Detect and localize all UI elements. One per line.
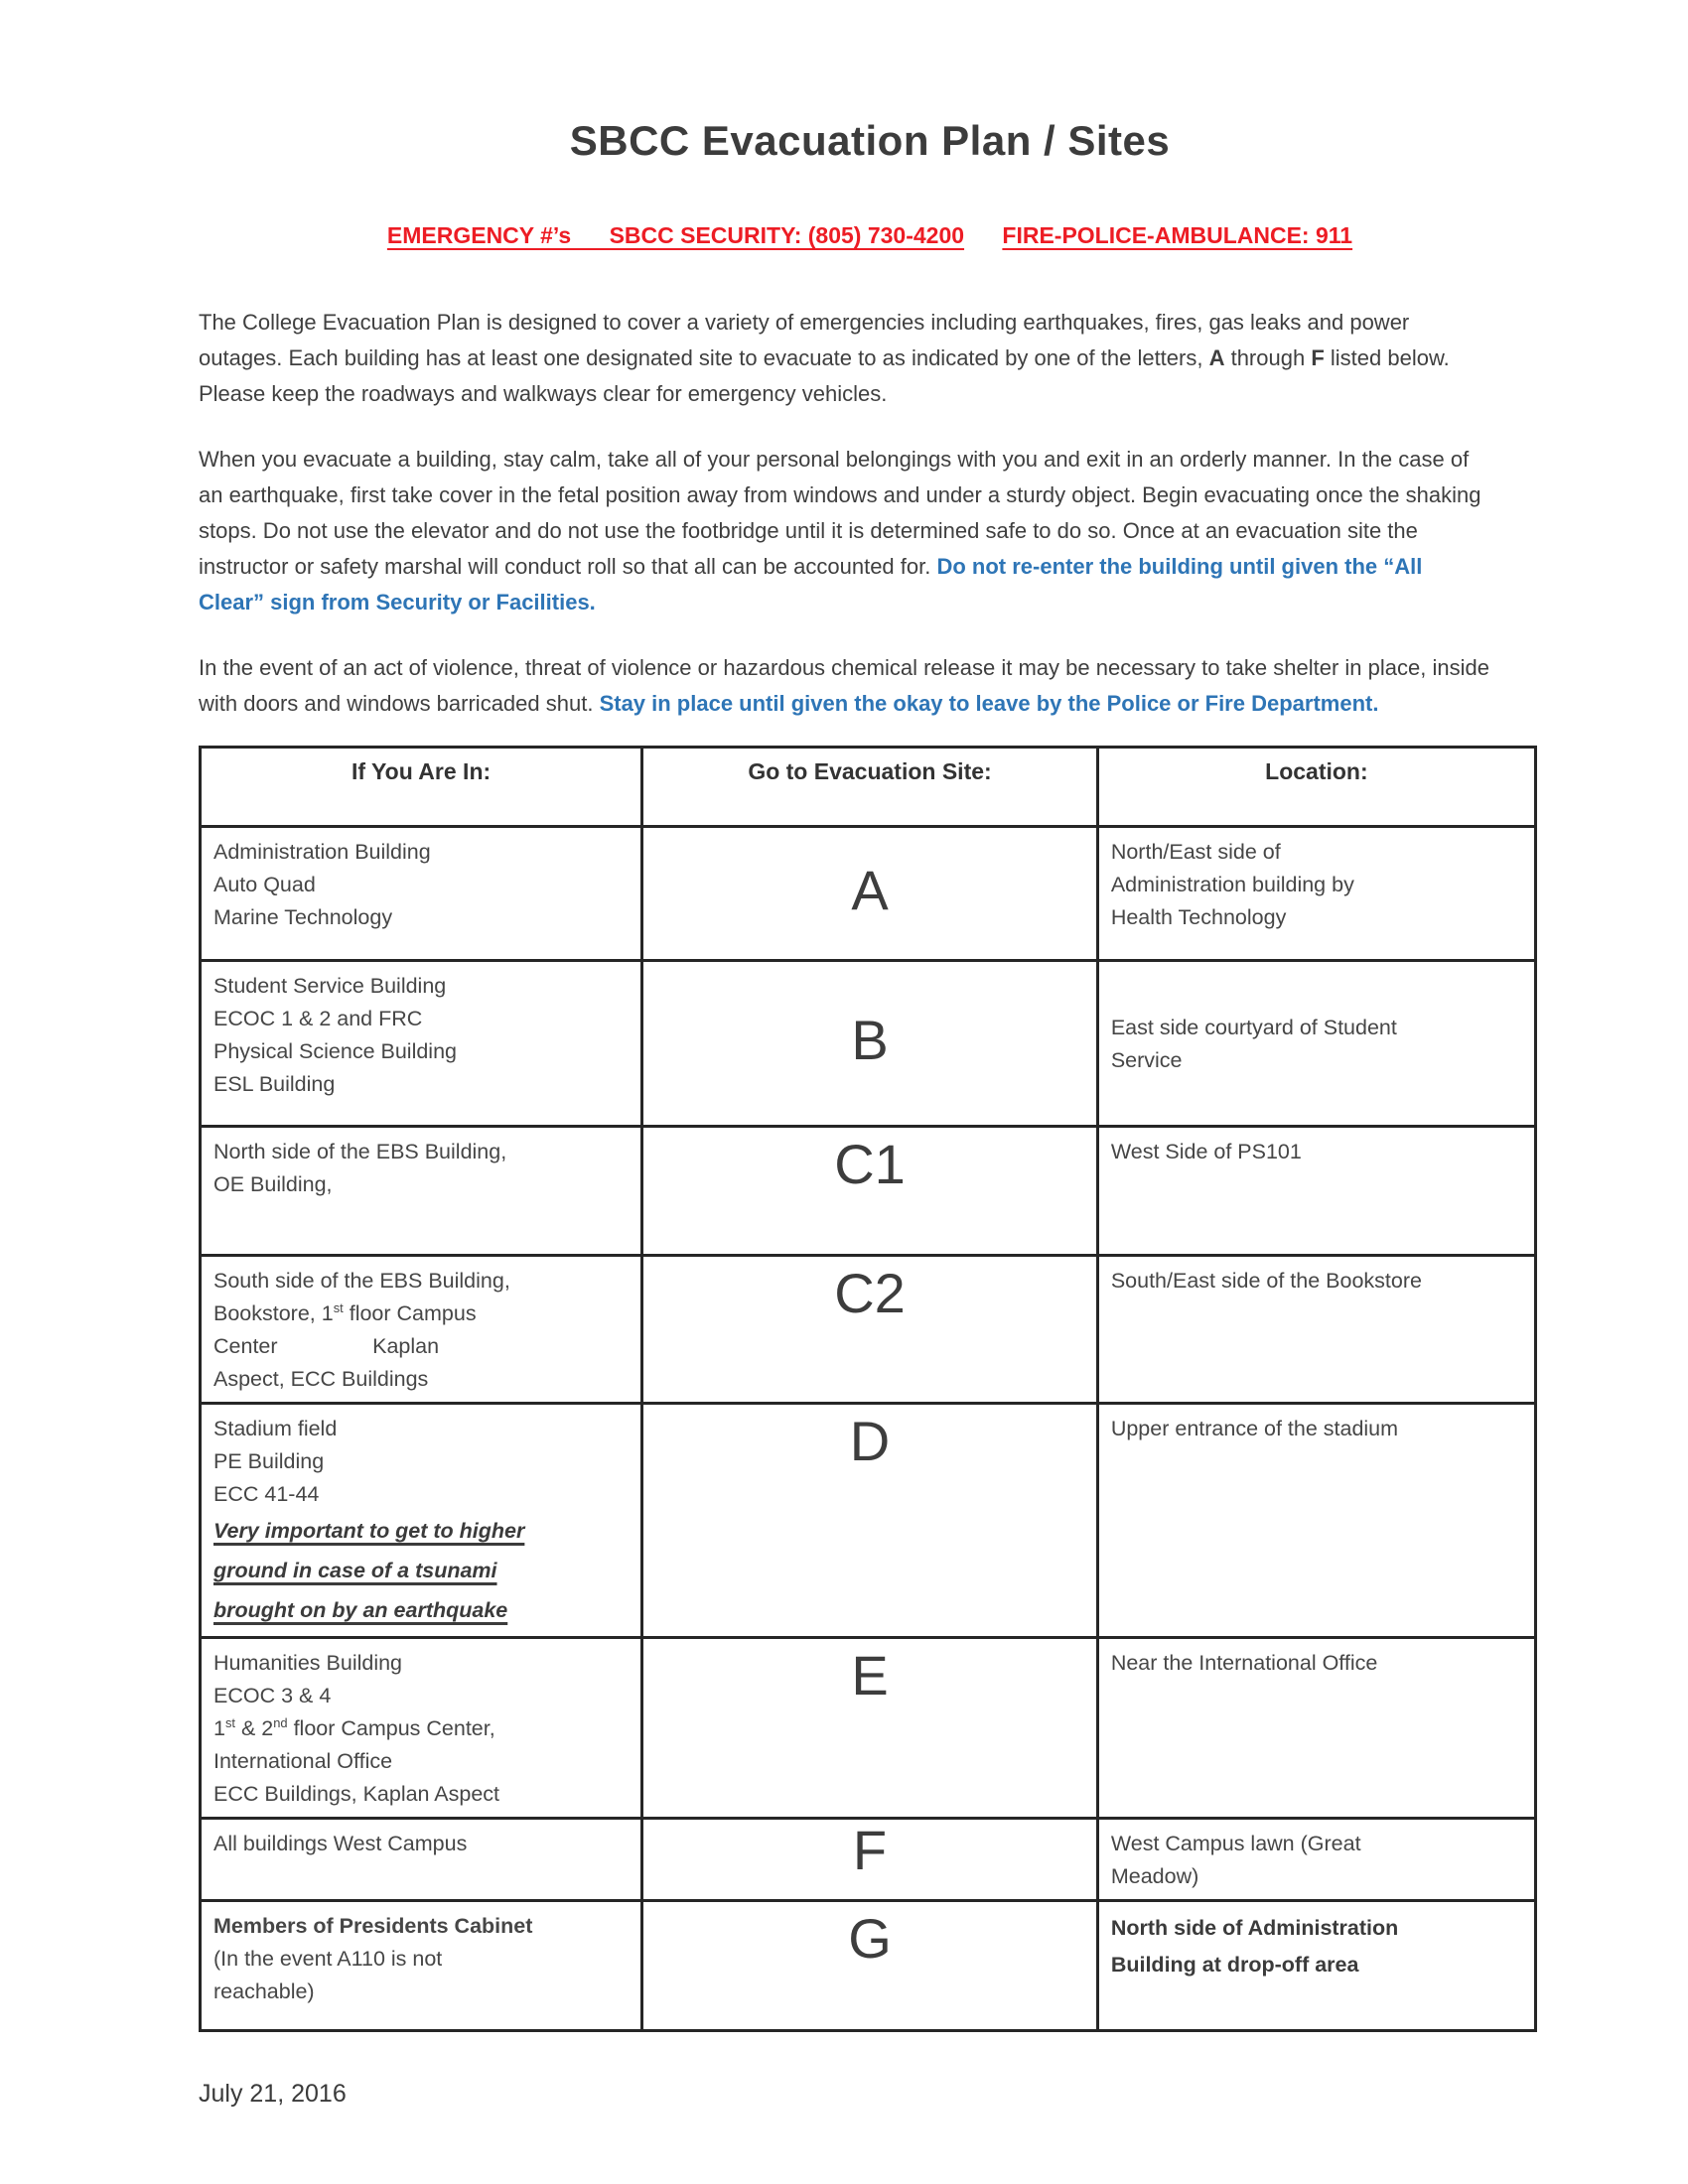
column-header-location: Location: — [1097, 748, 1535, 827]
text-run: Members of Presidents Cabinet — [213, 1914, 533, 1938]
evacuation-sites-table — [199, 746, 1537, 2032]
text-run: ECOC 1 & 2 and FRC — [213, 1007, 423, 1030]
cell-line: Upper entrance of the stadium — [1110, 1417, 1399, 1440]
text-run: st — [333, 1299, 344, 1315]
text-run: Student Service Building — [213, 974, 447, 998]
evacuation-site-letter: F — [642, 1819, 1098, 1901]
cell-line — [213, 1976, 629, 2008]
cell-line — [213, 1590, 629, 1630]
table-row — [201, 1901, 1536, 2031]
text-run: ECC Buildings, Kaplan Aspect — [213, 1782, 500, 1806]
cell-line: Near the International Office — [1110, 1651, 1378, 1675]
column-header-if-you-are-in: If You Are In: — [201, 748, 642, 827]
table-row — [201, 827, 1536, 961]
cell-line: West Side of PS101 — [1110, 1140, 1302, 1163]
buildings-cell — [201, 1256, 642, 1404]
cell-line — [213, 901, 629, 934]
text-run: All buildings West Campus — [213, 1832, 468, 1855]
cell-line — [213, 1511, 629, 1551]
cell-line: Building at drop-off area — [1110, 1953, 1359, 1977]
buildings-cell — [201, 827, 642, 961]
evacuation-site-letter: A — [642, 827, 1098, 961]
cell-line: North side of Administration — [1110, 1916, 1399, 1940]
intro-paragraph — [199, 442, 1491, 620]
table-row — [201, 1256, 1536, 1404]
text-run: In the event of an act of violence, threat of violence or hazardous chemical release it may be necessary to take shelter in place, inside with doors and windows barricaded shut. — [199, 655, 1489, 716]
text-run: floor Campus — [343, 1301, 477, 1325]
cell-line: Meadow) — [1110, 1864, 1199, 1888]
cell-line — [213, 1551, 629, 1590]
text-run: & 2 — [235, 1716, 274, 1740]
location-cell — [1097, 1901, 1535, 2031]
emphasis-text: Stay in place until given the okay to leave by the Police or Fire Department. — [599, 691, 1379, 716]
buildings-cell — [201, 1638, 642, 1819]
text-run: The College Evacuation Plan is designed to cover a variety of emergencies including earthquakes, fires, gas leaks and power outages. Each building has at least one designated site to evacuate to as indicated by one of the letters, — [199, 310, 1410, 370]
column-header-evacuation-site: Go to Evacuation Site: — [642, 748, 1098, 827]
text-run: PE Building — [213, 1449, 325, 1473]
evacuation-site-letter: C1 — [642, 1127, 1098, 1256]
text-run: floor Campus Center, — [287, 1716, 495, 1740]
cell-line — [213, 1330, 629, 1363]
text-run: F — [1311, 345, 1325, 370]
text-run: Auto Quad — [213, 873, 316, 896]
table-header-row — [201, 748, 1536, 827]
table-row — [201, 1127, 1536, 1256]
text-run: listed below. Please keep the roadways and walkways clear for emergency vehicles. — [199, 345, 1450, 406]
text-run: nd — [273, 1714, 288, 1730]
page-title: SBCC Evacuation Plan / Sites — [569, 117, 1171, 164]
cell-line: Administration building by — [1110, 873, 1354, 896]
text-run: (In the event A110 is not — [213, 1947, 443, 1971]
text-run: Administration Building — [213, 840, 431, 864]
intro-paragraphs — [199, 305, 1541, 722]
cell-line — [213, 1363, 629, 1396]
location-cell — [1097, 1127, 1535, 1256]
evacuation-site-letter: D — [642, 1404, 1098, 1638]
cell-line — [213, 1910, 629, 1943]
cell-line — [213, 1828, 629, 1860]
buildings-cell — [201, 961, 642, 1127]
text-run: through — [1224, 345, 1312, 370]
text-run: North side of the EBS Building, — [213, 1140, 507, 1163]
cell-line — [213, 1680, 629, 1712]
buildings-cell — [201, 1819, 642, 1901]
location-cell — [1097, 1638, 1535, 1819]
document-content — [199, 117, 1541, 2109]
text-run: ESL Building — [213, 1072, 336, 1096]
text-run: Center Kaplan — [213, 1334, 440, 1358]
cell-line — [213, 1712, 629, 1745]
table-row — [201, 1819, 1536, 1901]
text-run: st — [224, 1714, 235, 1730]
text-run: ECOC 3 & 4 — [213, 1684, 332, 1707]
cell-line — [213, 1943, 629, 1976]
text-run: reachable) — [213, 1979, 315, 2003]
cell-line — [213, 970, 629, 1003]
cell-line — [213, 1297, 629, 1330]
text-run: Humanities Building — [213, 1651, 403, 1675]
cell-line — [213, 1035, 629, 1068]
emphasis-text: Do not re-enter the building until given the “All Clear” sign from Security or Facilities. — [199, 554, 1423, 614]
cell-line — [213, 1003, 629, 1035]
cell-line: South/East side of the Bookstore — [1110, 1269, 1422, 1293]
buildings-cell — [201, 1901, 642, 2031]
cell-line: West Campus lawn (Great — [1110, 1832, 1361, 1855]
evacuation-site-letter: B — [642, 961, 1098, 1127]
intro-paragraph — [199, 650, 1491, 722]
evacuation-site-letter: G — [642, 1901, 1098, 2031]
text-run: ground in case of a tsunami — [213, 1559, 497, 1582]
cell-line: North/East side of — [1110, 840, 1281, 864]
location-cell — [1097, 1404, 1535, 1638]
text-run: A — [1208, 345, 1225, 370]
text-run: 1 — [213, 1716, 225, 1740]
location-cell — [1097, 827, 1535, 961]
buildings-cell — [201, 1404, 642, 1638]
emergency-911-number: FIRE-POLICE-AMBULANCE: 911 — [1002, 222, 1353, 248]
location-cell — [1097, 961, 1535, 1127]
table-row — [201, 961, 1536, 1127]
cell-line — [213, 1168, 629, 1201]
cell-line — [213, 1478, 629, 1511]
text-run: Marine Technology — [213, 905, 393, 929]
document-date: July 21, 2016 — [199, 2080, 347, 2108]
cell-line — [213, 1413, 629, 1445]
evacuation-site-letter: C2 — [642, 1256, 1098, 1404]
table-row — [201, 1638, 1536, 1819]
text-run: Bookstore, 1 — [213, 1301, 334, 1325]
text-run: brought on by an earthquake — [213, 1598, 508, 1622]
cell-line — [213, 1445, 629, 1478]
cell-line — [213, 1265, 629, 1297]
intro-paragraph — [199, 305, 1491, 412]
cell-line: Health Technology — [1110, 905, 1287, 929]
cell-line — [213, 836, 629, 869]
evacuation-site-letter: E — [642, 1638, 1098, 1819]
cell-line: East side courtyard of Student — [1110, 1016, 1397, 1039]
cell-line: Service — [1110, 1048, 1183, 1072]
cell-line — [213, 1745, 629, 1778]
cell-line — [213, 1136, 629, 1168]
emergency-gap — [964, 222, 1002, 248]
buildings-cell — [201, 1127, 642, 1256]
emergency-numbers-line — [199, 222, 1541, 249]
emergency-security-number: EMERGENCY #’s SBCC SECURITY: (805) 730-4200 — [386, 222, 965, 248]
text-run: When you evacuate a building, stay calm, take all of your personal belongings with you and exit in an orderly manner. In the case of an earthquake, first take cover in the fetal position away from windows and under a sturdy object. Begin evacuating once the shaking stops. Do not use the elevator and do not use the footbridge until it is determined safe to do so. Once at an evacuation site the instructor or safety marshal will conduct roll so that all can be accounted for. — [199, 447, 1481, 579]
cell-line — [213, 869, 629, 901]
cell-line — [213, 1647, 629, 1680]
location-cell — [1097, 1256, 1535, 1404]
text-run: ECC 41-44 — [213, 1482, 320, 1506]
text-run: International Office — [213, 1749, 393, 1773]
text-run: Aspect, ECC Buildings — [213, 1367, 429, 1391]
text-run: South side of the EBS Building, — [213, 1269, 510, 1293]
text-run: Stadium field — [213, 1417, 338, 1440]
text-run: Very important to get to higher — [213, 1519, 525, 1543]
location-cell — [1097, 1819, 1535, 1901]
table-row — [201, 1404, 1536, 1638]
cell-line — [213, 1068, 629, 1101]
cell-line — [213, 1778, 629, 1811]
text-run: Physical Science Building — [213, 1039, 457, 1063]
text-run: OE Building, — [213, 1172, 333, 1196]
